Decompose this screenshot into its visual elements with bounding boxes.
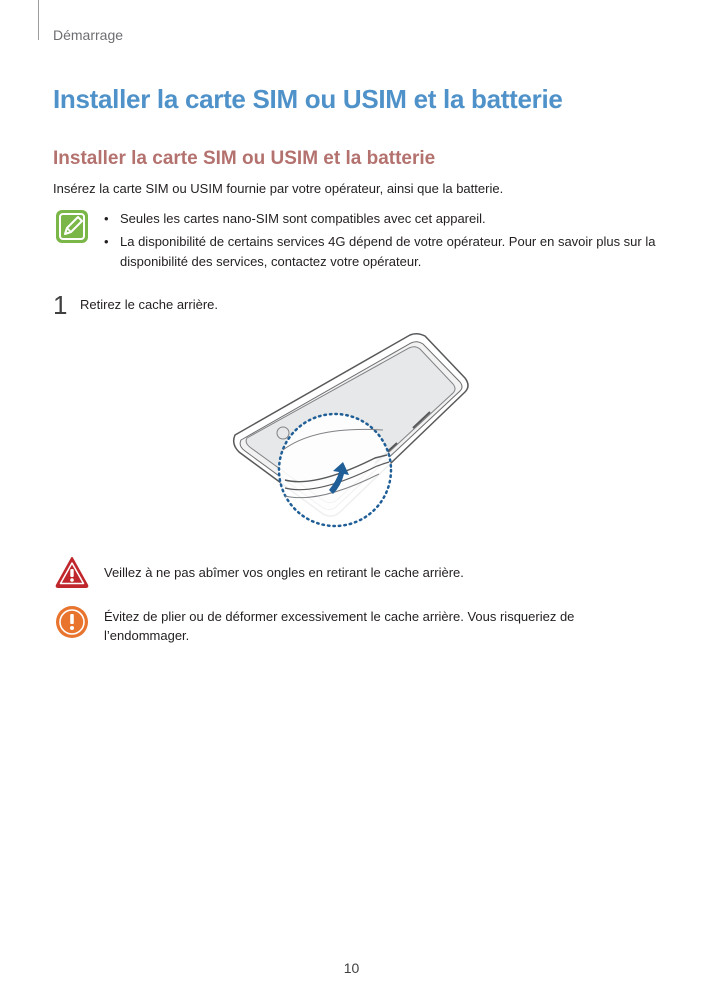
page-number: 10 [343, 960, 360, 976]
running-header: Démarrage [53, 27, 124, 43]
note-item-text: La disponibilité de certains services 4G dépend de votre opérateur. Pour en savoir plus sur la disponibilité des services, contactez votre opérateur. [120, 234, 656, 269]
note-item [104, 209, 664, 229]
step-text: Retirez le cache arrière. [80, 297, 218, 312]
phone-back-cover-illustration [225, 330, 505, 535]
note-item [104, 232, 664, 272]
caution-triangle-icon [55, 556, 89, 588]
bullet: • [104, 211, 109, 226]
step-number: 1 [53, 290, 68, 320]
section-title: Installer la carte SIM ou USIM et la batterie [53, 148, 436, 169]
note-list [104, 209, 664, 275]
chapter-title: Installer la carte SIM ou USIM et la batterie [53, 84, 563, 114]
caution-text: Veillez à ne pas abîmer vos ongles en retirant le cache arrière. [104, 565, 464, 580]
note-item-text: Seules les cartes nano-SIM sont compatibles avec cet appareil. [120, 211, 486, 226]
warning-text: Évitez de plier ou de déformer excessivement le cache arrière. Vous risqueriez de l’endommager. [104, 609, 575, 643]
intro-paragraph: Insérez la carte SIM ou USIM fournie par votre opérateur, ainsi que la batterie. [53, 181, 504, 196]
page-margin-rule [38, 0, 39, 40]
bullet: • [104, 234, 109, 249]
warning-circle-icon [55, 605, 89, 639]
note-pencil-icon [55, 209, 89, 244]
